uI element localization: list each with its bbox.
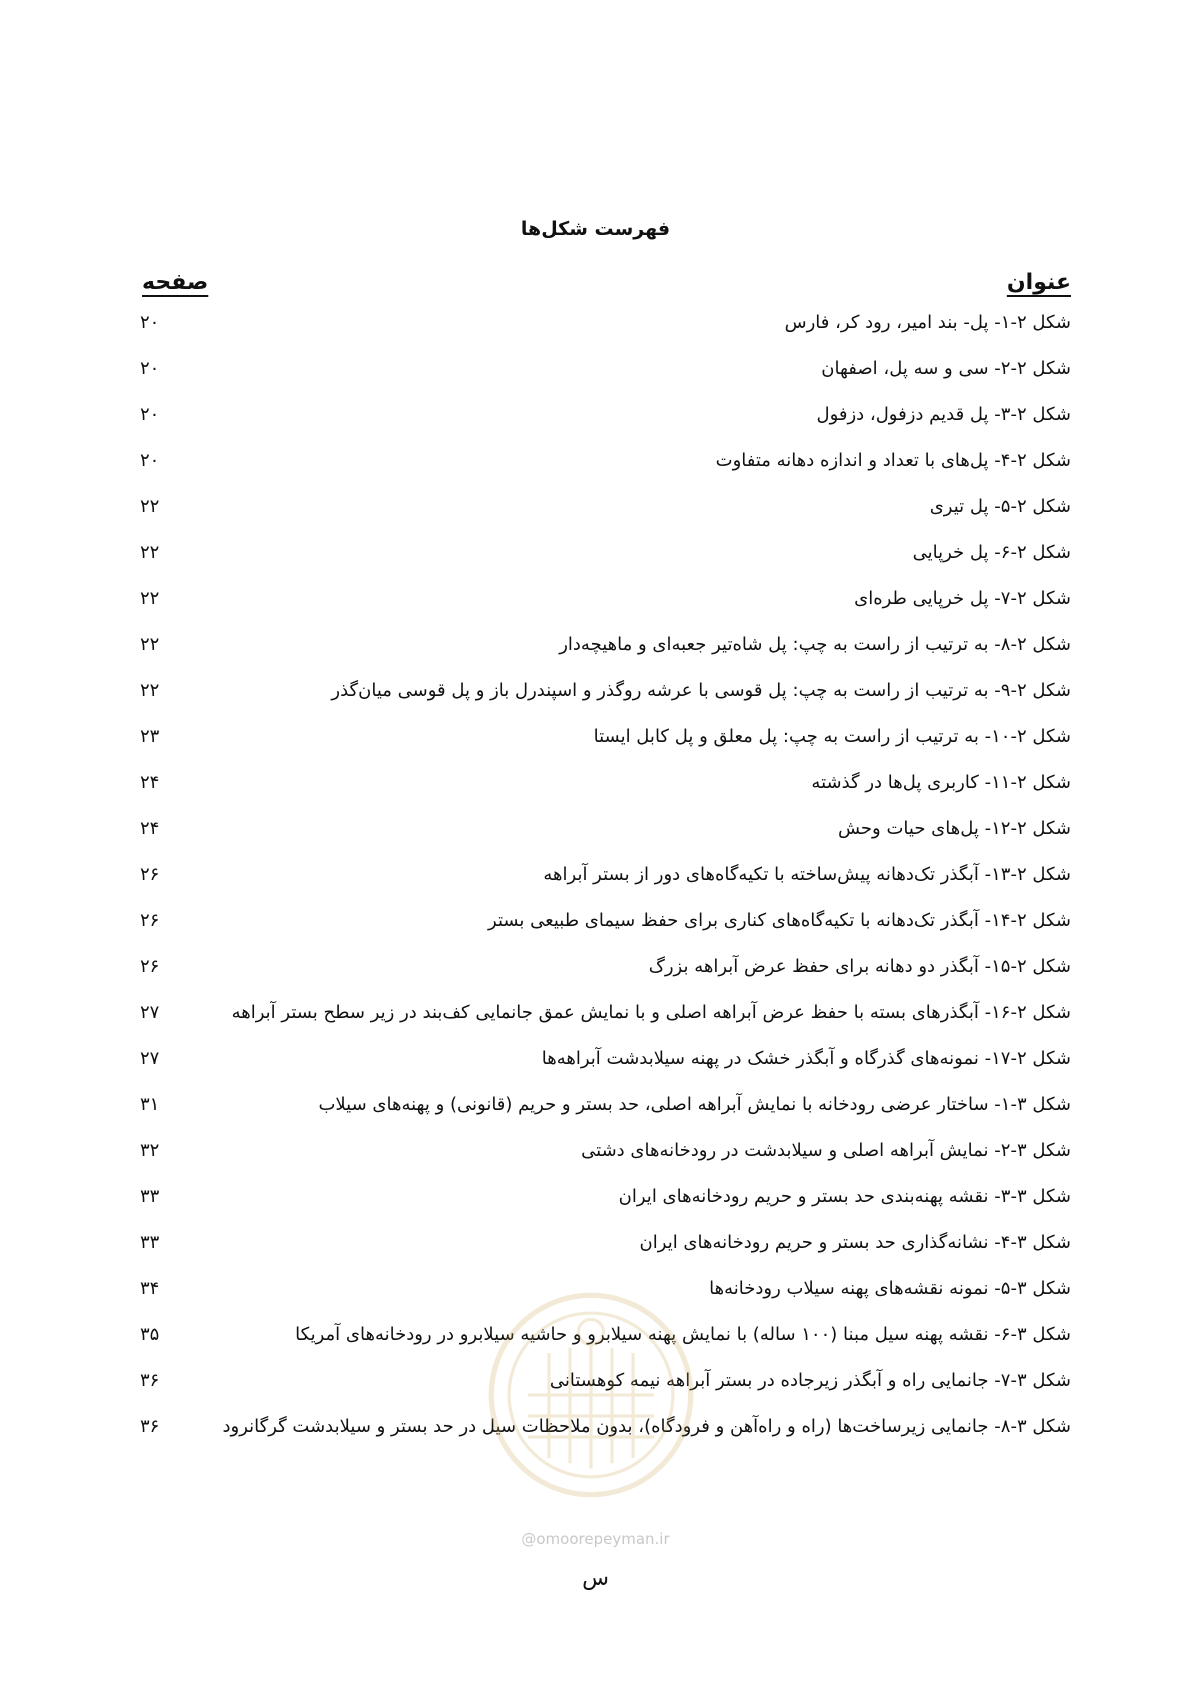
figure-title: شکل ۲-۳- پل قدیم دزفول، دزفول xyxy=(816,404,1071,425)
list-item xyxy=(140,539,1071,585)
figure-title: شکل ۳-۵- نمونه نقشه‌های پهنه سیلاب رودخانه‌ها xyxy=(709,1278,1071,1299)
figure-title: شکل ۳-۸- جانمایی زیرساخت‌ها (راه و راه‌آهن و فرودگاه)، بدون ملاحظات سیل در حد بستر و سیلابدشت گرگانرود xyxy=(222,1416,1071,1437)
list-item xyxy=(140,1045,1071,1091)
figure-page-number: ۲۰ xyxy=(140,312,160,333)
list-item xyxy=(140,723,1071,769)
figure-page-number: ۲۲ xyxy=(140,634,160,655)
figure-page-number: ۲۶ xyxy=(140,864,160,885)
figure-page-number: ۲۴ xyxy=(140,818,160,839)
list-item xyxy=(140,585,1071,631)
figure-title: شکل ۲-۱۴- آبگذر تک‌دهانه با تکیه‌گاه‌های کناری برای حفظ سیمای طبیعی بستر xyxy=(488,910,1071,931)
list-item xyxy=(140,355,1071,401)
figure-title: شکل ۳-۴- نشانه‌گذاری حد بستر و حریم رودخانه‌های ایران xyxy=(639,1232,1071,1253)
list-item xyxy=(140,861,1071,907)
figure-page-number: ۳۶ xyxy=(140,1370,160,1391)
figure-page-number: ۳۳ xyxy=(140,1186,160,1207)
title-column-header: عنوان xyxy=(1006,270,1071,295)
figure-title: شکل ۲-۱- پل- بند امیر، رود کر، فارس xyxy=(784,312,1071,333)
figure-title: شکل ۲-۹- به ترتیب از راست به چپ: پل قوسی با عرشه روگذر و اسپندرل باز و پل قوسی میان‌گذر xyxy=(331,680,1071,701)
figure-title: شکل ۳-۳- نقشه پهنه‌بندی حد بستر و حریم رودخانه‌های ایران xyxy=(618,1186,1071,1207)
figure-page-number: ۲۶ xyxy=(140,910,160,931)
list-item xyxy=(140,999,1071,1045)
list-item xyxy=(140,447,1071,493)
list-item xyxy=(140,677,1071,723)
figure-page-number: ۲۰ xyxy=(140,358,160,379)
figure-page-number: ۲۰ xyxy=(140,450,160,471)
figure-title: شکل ۲-۱۱- کاربری پل‌ها در گذشته xyxy=(811,772,1071,793)
list-item xyxy=(140,1229,1071,1275)
figure-page-number: ۲۲ xyxy=(140,542,160,563)
figure-page-number: ۳۳ xyxy=(140,1232,160,1253)
figure-title: شکل ۲-۱۶- آبگذرهای بسته با حفظ عرض آبراهه اصلی و با نمایش عمق جانمایی کف‌بند در زیر سطح بستر آبراهه xyxy=(231,1002,1071,1023)
figure-page-number: ۲۷ xyxy=(140,1002,160,1023)
figure-title: شکل ۲-۵- پل تیری xyxy=(929,496,1071,517)
figure-page-number: ۲۰ xyxy=(140,404,160,425)
list-item xyxy=(140,493,1071,539)
figure-title: شکل ۳-۲- نمایش آبراهه اصلی و سیلابدشت در رودخانه‌های دشتی xyxy=(581,1140,1071,1161)
figure-title: شکل ۳-۱- ساختار عرضی رودخانه با نمایش آبراهه اصلی، حد بستر و حریم (قانونی) و پهنه‌های سیلاب xyxy=(318,1094,1071,1115)
list-item xyxy=(140,1321,1071,1367)
figure-title: شکل ۲-۲- سی و سه پل، اصفهان xyxy=(821,358,1071,379)
list-item xyxy=(140,1367,1071,1413)
figure-page-number: ۳۱ xyxy=(140,1094,160,1115)
figure-page-number: ۳۵ xyxy=(140,1324,160,1345)
figure-title: شکل ۲-۱۵- آبگذر دو دهانه برای حفظ عرض آبراهه بزرگ xyxy=(648,956,1071,977)
list-item xyxy=(140,907,1071,953)
figure-page-number: ۲۲ xyxy=(140,588,160,609)
list-item xyxy=(140,1137,1071,1183)
list-item xyxy=(140,769,1071,815)
figure-page-number: ۳۲ xyxy=(140,1140,160,1161)
figure-title: شکل ۲-۱۳- آبگذر تک‌دهانه پیش‌ساخته با تکیه‌گاه‌های دور از بستر آبراهه xyxy=(543,864,1071,885)
figure-page-number: ۲۲ xyxy=(140,680,160,701)
figure-page-number: ۲۲ xyxy=(140,496,160,517)
figure-page-number: ۲۶ xyxy=(140,956,160,977)
figure-page-number: ۳۴ xyxy=(140,1278,160,1299)
figure-list xyxy=(140,309,1071,1459)
figure-page-number: ۳۶ xyxy=(140,1416,160,1437)
list-item xyxy=(140,401,1071,447)
page-number: س xyxy=(582,1566,609,1591)
list-item xyxy=(140,1183,1071,1229)
figure-title: شکل ۲-۱۰- به ترتیب از راست به چپ: پل معلق و پل کابل ایستا xyxy=(593,726,1071,747)
figure-title: شکل ۲-۸- به ترتیب از راست به چپ: پل شاه‌تیر جعبه‌ای و ماهیچه‌دار xyxy=(559,634,1071,655)
figure-title: شکل ۲-۶- پل خرپایی xyxy=(912,542,1071,563)
figure-page-number: ۲۴ xyxy=(140,772,160,793)
figure-title: شکل ۳-۷- جانمایی راه و آبگذر زیرجاده در بستر آبراهه نیمه کوهستانی xyxy=(549,1370,1071,1391)
page-title: فهرست شکل‌ها xyxy=(520,218,671,240)
figure-title: شکل ۲-۷- پل خرپایی طره‌ای xyxy=(854,588,1071,609)
figure-title: شکل ۲-۱۷- نمونه‌های گذرگاه و آبگذر خشک در پهنه سیلابدشت آبراهه‌ها xyxy=(541,1048,1071,1069)
figure-page-number: ۲۷ xyxy=(140,1048,160,1069)
list-item xyxy=(140,1091,1071,1137)
page-column-header: صفحه xyxy=(142,270,209,295)
figure-page-number: ۲۳ xyxy=(140,726,160,747)
figure-title: شکل ۲-۴- پل‌های با تعداد و اندازه دهانه متفاوت xyxy=(715,450,1071,471)
watermark-text: @omoorepeyman.ir xyxy=(521,1530,670,1548)
list-item xyxy=(140,953,1071,999)
figure-title: شکل ۳-۶- نقشه پهنه سیل مبنا (۱۰۰ ساله) با نمایش پهنه سیلابرو و حاشیه سیلابرو در رودخانه‌های آمریکا xyxy=(295,1324,1071,1345)
list-item xyxy=(140,1413,1071,1459)
list-item xyxy=(140,815,1071,861)
list-item xyxy=(140,1275,1071,1321)
list-item xyxy=(140,309,1071,355)
figure-title: شکل ۲-۱۲- پل‌های حیات وحش xyxy=(837,818,1071,839)
list-item xyxy=(140,631,1071,677)
